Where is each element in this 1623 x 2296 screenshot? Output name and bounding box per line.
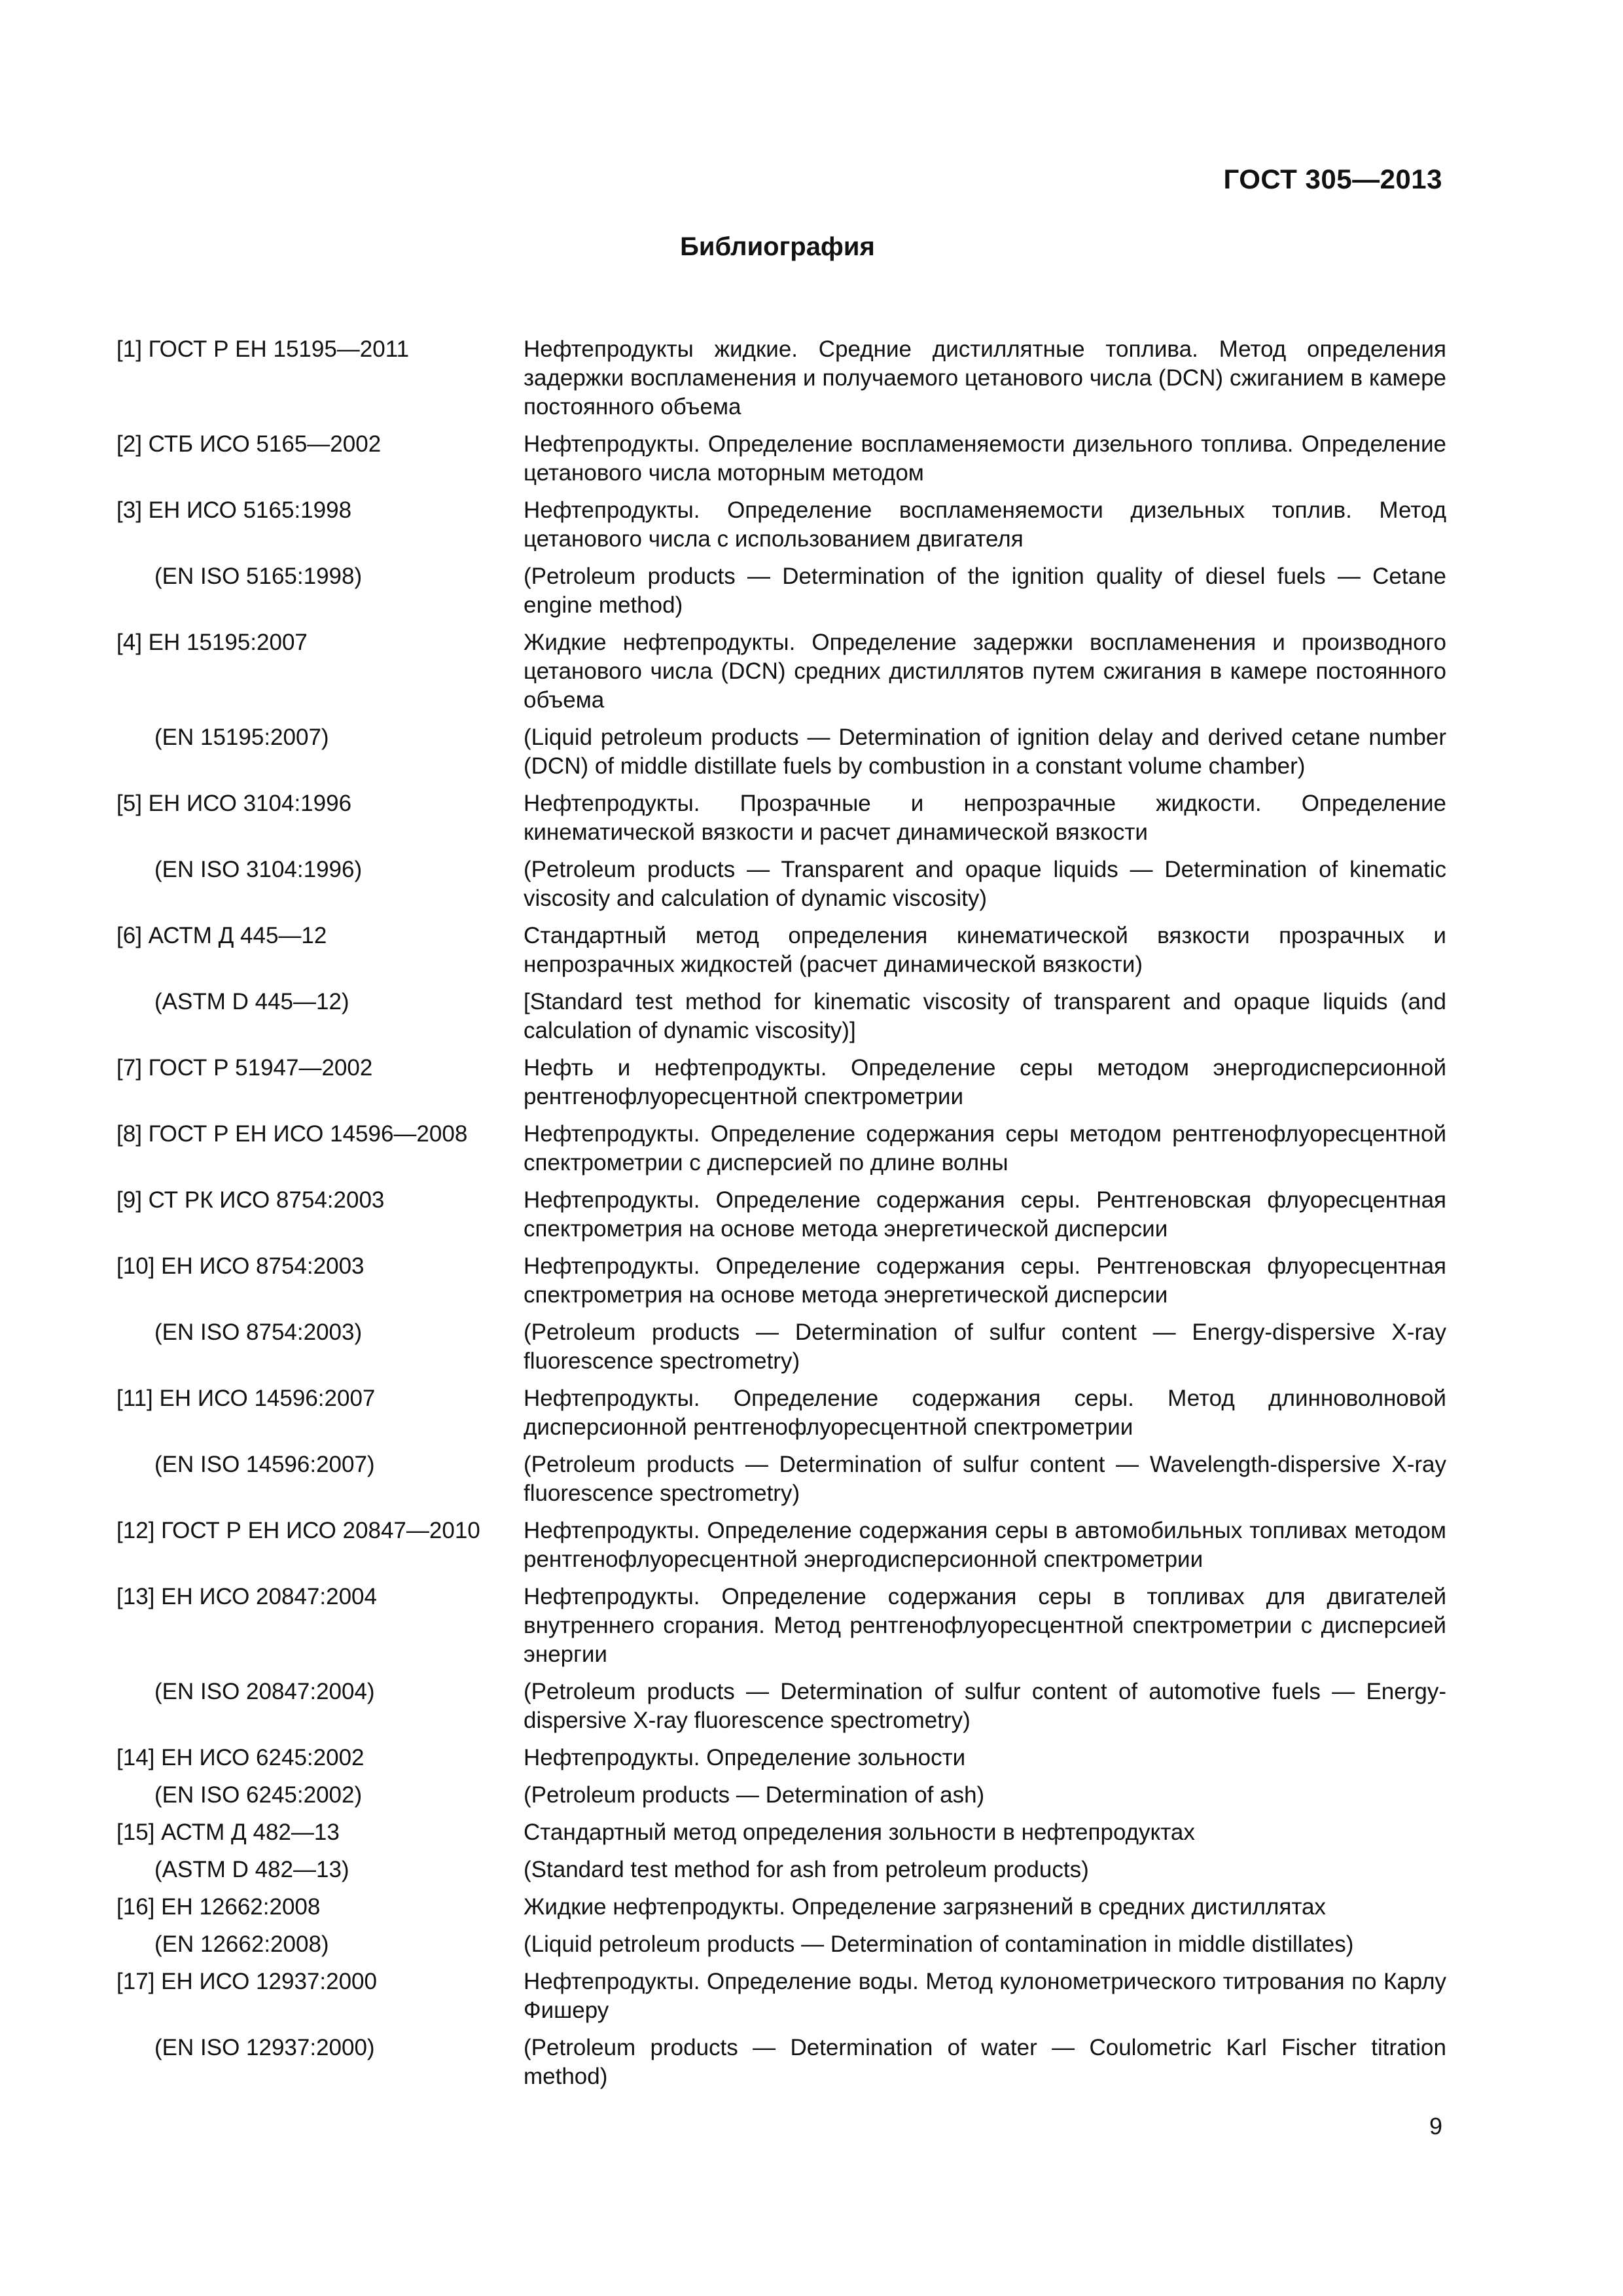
bibliography-entry-translation: [116, 1318, 1446, 1376]
entry-description: Нефтепродукты. Определение зольности: [524, 1745, 966, 1770]
bibliography-entry-translation: [116, 988, 1446, 1045]
bibliography-entry-translation: [116, 723, 1446, 781]
entry-description: Жидкие нефтепродукты. Определение задержки воспламенения и производного цетанового числа (DCN) средних дистиллятов путем сжигания в камере постоянного объема: [524, 630, 1446, 713]
entry-description: Нефтепродукты. Определение содержания серы в автомобильных топливах методом рентгенофлуоресцентной энергодисперсионной спектрометрии: [524, 1518, 1446, 1572]
bibliography-entry: [116, 335, 1446, 422]
entry-reference: (EN ISO 6245:2002): [154, 1782, 363, 1808]
entry-reference: (EN ISO 5165:1998): [154, 564, 363, 589]
entry-description: (Petroleum products — Determination of sulfur content of automotive fuels — Energy-dispersive X-ray fluorescence spectrometry): [524, 1679, 1446, 1733]
standard-code: ГОСТ 305—2013: [1223, 164, 1442, 194]
entry-description: (Standard test method for ash from petroleum products): [524, 1857, 1089, 1882]
entry-reference: [4] ЕН 15195:2007: [116, 630, 308, 655]
bibliography-entry-translation: [116, 1677, 1446, 1735]
entry-description: Нефть и нефтепродукты. Определение серы методом энергодисперсионной рентгенофлуоресцентной спектрометрии: [524, 1055, 1446, 1109]
entry-reference: [13] ЕН ИСО 20847:2004: [116, 1584, 377, 1609]
bibliography-entry: [116, 1583, 1446, 1669]
bibliography-list: [116, 335, 1446, 2100]
entry-description: Нефтепродукты. Определение воды. Метод кулонометрического титрования по Карлу Фишеру: [524, 1969, 1446, 2023]
entry-description: Нефтепродукты. Определение воспламеняемости дизельного топлива. Определение цетанового числа моторным методом: [524, 431, 1446, 486]
bibliography-entry: [116, 1384, 1446, 1442]
entry-reference: (EN ISO 14596:2007): [154, 1452, 375, 1477]
entry-reference: (ASTM D 482—13): [154, 1857, 349, 1882]
entry-reference: (EN ISO 8754:2003): [154, 1319, 363, 1345]
bibliography-entry-translation: [116, 855, 1446, 913]
entry-reference: [6] АСТМ Д 445—12: [116, 923, 327, 948]
entry-reference: [2] СТБ ИСО 5165—2002: [116, 431, 382, 457]
entry-description: Нефтепродукты. Определение содержания серы. Рентгеновская флуоресцентная спектрометрия на основе метода энергетической дисперсии: [524, 1187, 1446, 1242]
entry-description: Стандартный метод определения зольности в нефтепродуктах: [524, 1820, 1195, 1845]
entry-reference: (EN ISO 12937:2000): [154, 2035, 375, 2060]
entry-description: [Standard test method for kinematic viscosity of transparent and opaque liquids (and calculation of dynamic viscosity)]: [524, 989, 1446, 1043]
bibliography-entry: [116, 628, 1446, 715]
bibliography-entry: [116, 496, 1446, 554]
entry-reference: (EN 12662:2008): [154, 1931, 329, 1957]
entry-description: Нефтепродукты. Определение воспламеняемости дизельных топлив. Метод цетанового числа с использованием двигателя: [524, 497, 1446, 552]
entry-reference: [10] ЕН ИСО 8754:2003: [116, 1253, 365, 1279]
entry-description: (Petroleum products — Transparent and opaque liquids — Determination of kinematic viscosity and calculation of dynamic viscosity): [524, 857, 1446, 911]
entry-reference: (EN ISO 20847:2004): [154, 1679, 375, 1704]
entry-description: Нефтепродукты. Определение содержания серы методом рентгенофлуоресцентной спектрометрии с дисперсией по длине волны: [524, 1121, 1446, 1175]
entry-reference: [17] ЕН ИСО 12937:2000: [116, 1969, 377, 1994]
entry-reference: [9] СТ РК ИСО 8754:2003: [116, 1187, 385, 1213]
bibliography-entry-translation: [116, 2034, 1446, 2091]
bibliography-entry: [116, 430, 1446, 488]
bibliography-entry-translation: [116, 1930, 1446, 1959]
entry-reference: (EN 15195:2007): [154, 725, 329, 750]
bibliography-entry: [116, 1252, 1446, 1310]
entry-reference: [16] ЕН 12662:2008: [116, 1894, 321, 1920]
entry-reference: [7] ГОСТ Р 51947—2002: [116, 1055, 373, 1081]
bibliography-entry: [116, 1818, 1446, 1847]
entry-description: (Liquid petroleum products — Determination of contamination in middle distillates): [524, 1931, 1354, 1957]
bibliography-entry-translation: [116, 562, 1446, 620]
entry-description: Нефтепродукты. Определение содержания серы. Метод длинноволновой дисперсионной рентгенофлуоресцентной спектрометрии: [524, 1386, 1446, 1440]
entry-reference: [1] ГОСТ Р ЕН 15195—2011: [116, 336, 410, 362]
entry-reference: [8] ГОСТ Р ЕН ИСО 14596—2008: [116, 1121, 468, 1147]
entry-reference: [14] ЕН ИСО 6245:2002: [116, 1745, 365, 1770]
entry-description: (Petroleum products — Determination of sulfur content — Wavelength-dispersive X-ray fluorescence spectrometry): [524, 1452, 1446, 1506]
entry-reference: [15] АСТМ Д 482—13: [116, 1820, 340, 1845]
entry-reference: [5] ЕН ИСО 3104:1996: [116, 791, 352, 816]
entry-description: (Petroleum products — Determination of sulfur content — Energy-dispersive X-ray fluorescence spectrometry): [524, 1319, 1446, 1374]
entry-description: Жидкие нефтепродукты. Определение загрязнений в средних дистиллятах: [524, 1894, 1326, 1920]
bibliography-entry: [116, 789, 1446, 847]
bibliography-entry: [116, 1186, 1446, 1244]
bibliography-entry: [116, 922, 1446, 979]
entry-description: (Petroleum products — Determination of the ignition quality of diesel fuels — Cetane engine method): [524, 564, 1446, 618]
bibliography-entry-translation: [116, 1781, 1446, 1810]
entry-description: Нефтепродукты. Определение содержания серы. Рентгеновская флуоресцентная спектрометрия на основе метода энергетической дисперсии: [524, 1253, 1446, 1308]
bibliography-entry: [116, 1120, 1446, 1177]
entry-description: Стандартный метод определения кинематической вязкости прозрачных и непрозрачных жидкостей (расчет динамической вязкости): [524, 923, 1446, 977]
bibliography-entry: [116, 1893, 1446, 1922]
entry-description: Нефтепродукты. Прозрачные и непрозрачные жидкости. Определение кинематической вязкости и расчет динамической вязкости: [524, 791, 1446, 845]
bibliography-entry: [116, 1054, 1446, 1111]
bibliography-entry: [116, 1516, 1446, 1574]
bibliography-entry-translation: [116, 1856, 1446, 1884]
entry-reference: [3] ЕН ИСО 5165:1998: [116, 497, 352, 523]
entry-reference: (EN ISO 3104:1996): [154, 857, 363, 882]
entry-description: Нефтепродукты жидкие. Средние дистиллятные топлива. Метод определения задержки воспламенения и получаемого цетанового числа (DCN) сжиганием в камере постоянного объема: [524, 336, 1446, 420]
bibliography-entry-translation: [116, 1450, 1446, 1508]
entry-reference: [12] ГОСТ Р ЕН ИСО 20847—2010: [116, 1518, 480, 1543]
page-number: 9: [1429, 2113, 1442, 2140]
page-title: Библиография: [680, 232, 875, 261]
entry-description: (Petroleum products — Determination of water — Coulometric Karl Fischer titration method): [524, 2035, 1446, 2089]
entry-reference: [11] ЕН ИСО 14596:2007: [116, 1386, 376, 1411]
bibliography-entry: [116, 1967, 1446, 2025]
entry-description: (Liquid petroleum products — Determination of ignition delay and derived cetane number (DCN) of middle distillate fuels by combustion in a constant volume chamber): [524, 725, 1446, 779]
entry-description: Нефтепродукты. Определение содержания серы в топливах для двигателей внутреннего сгорания. Метод рентгенофлуоресцентной спектрометрии с дисперсией энергии: [524, 1584, 1446, 1667]
entry-description: (Petroleum products — Determination of ash): [524, 1782, 985, 1808]
bibliography-entry: [116, 1744, 1446, 1772]
entry-reference: (ASTM D 445—12): [154, 989, 349, 1014]
